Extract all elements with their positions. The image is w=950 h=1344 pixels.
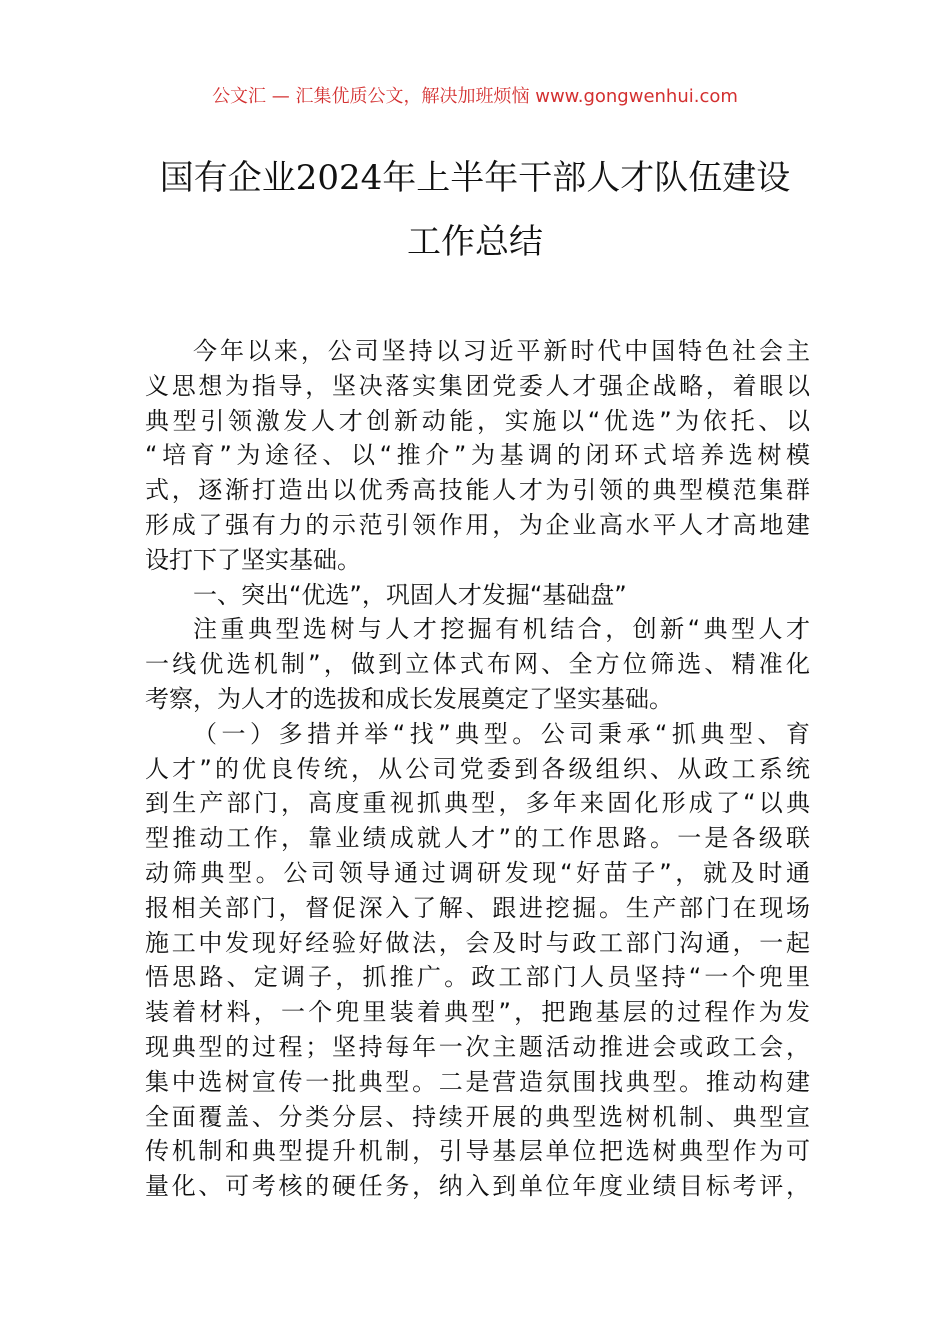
page-title xyxy=(100,146,850,274)
text-line: 义思想为指导，坚决落实集团党委人才强企战略，着眼以 xyxy=(145,371,810,400)
text-line: 一线优选机制”，做到立体式布网、全方位筛选、精准化 xyxy=(145,650,810,679)
document-body xyxy=(145,334,810,1204)
text-line: 设打下了坚实基础。 xyxy=(145,545,361,574)
text-line: 典型引领激发人才创新动能，实施以“优选”为依托、以 xyxy=(145,406,810,435)
text-line: 施工中发现好经验好做法，会及时与政工部门沟通，一起 xyxy=(145,928,810,957)
text-line: 量化、可考核的硬任务，纳入到单位年度业绩目标考评， xyxy=(145,1172,810,1201)
text-line: 型推动工作，靠业绩成就人才”的工作思路。一是各级联 xyxy=(145,824,810,853)
text-line: 集中选树宣传一批典型。二是营造氛围找典型。推动构建 xyxy=(145,1067,810,1096)
text-line: 全面覆盖、分类分层、持续开展的典型选树机制、典型宣 xyxy=(145,1102,810,1131)
text-line: “培育”为途径、以“推介”为基调的闭环式培养选树模 xyxy=(145,441,810,470)
subsection-heading-line: （一）多措并举“找”典型。公司秉承“抓典型、育 xyxy=(193,719,810,748)
title-line-2: 工作总结 xyxy=(407,222,543,262)
section-heading: 一、突出“优选”，巩固人才发掘“基础盘” xyxy=(193,580,627,609)
text-line: 到生产部门，高度重视抓典型，多年来固化形成了“以典 xyxy=(145,789,810,818)
text-line: 人才”的优良传统，从公司党委到各级组织、从政工系统 xyxy=(145,754,810,783)
text-line: 装着材料，一个兜里装着典型”，把跑基层的过程作为发 xyxy=(145,998,810,1027)
text-line: 动筛典型。公司领导通过调研发现“好苗子”，就及时通 xyxy=(145,858,810,887)
text-line: 考察，为人才的选拔和成长发展奠定了坚实基础。 xyxy=(145,684,673,713)
text-line: 传机制和典型提升机制，引导基层单位把选树典型作为可 xyxy=(145,1137,810,1166)
title-line-1: 国有企业2024年上半年干部人才队伍建设 xyxy=(159,158,791,198)
text-line: 形成了强有力的示范引领作用，为企业高水平人才高地建 xyxy=(145,510,810,539)
text-line: 报相关部门，督促深入了解、跟进挖掘。生产部门在现场 xyxy=(145,893,810,922)
header-banner: 公文汇 — 汇集优质公文，解决加班烦恼 www.gongwenhui.com xyxy=(212,86,738,107)
text-line: 现典型的过程；坚持每年一次主题活动推进会或政工会， xyxy=(145,1032,810,1061)
text-line: 式，逐渐打造出以优秀高技能人才为引领的典型模范集群 xyxy=(145,476,810,505)
text-line: 注重典型选树与人才挖掘有机结合，创新“典型人才 xyxy=(193,615,810,644)
text-line: 悟思路、定调子，抓推广。政工部门人员坚持“一个兜里 xyxy=(145,963,810,992)
text-line: 今年以来，公司坚持以习近平新时代中国特色社会主 xyxy=(193,337,810,365)
